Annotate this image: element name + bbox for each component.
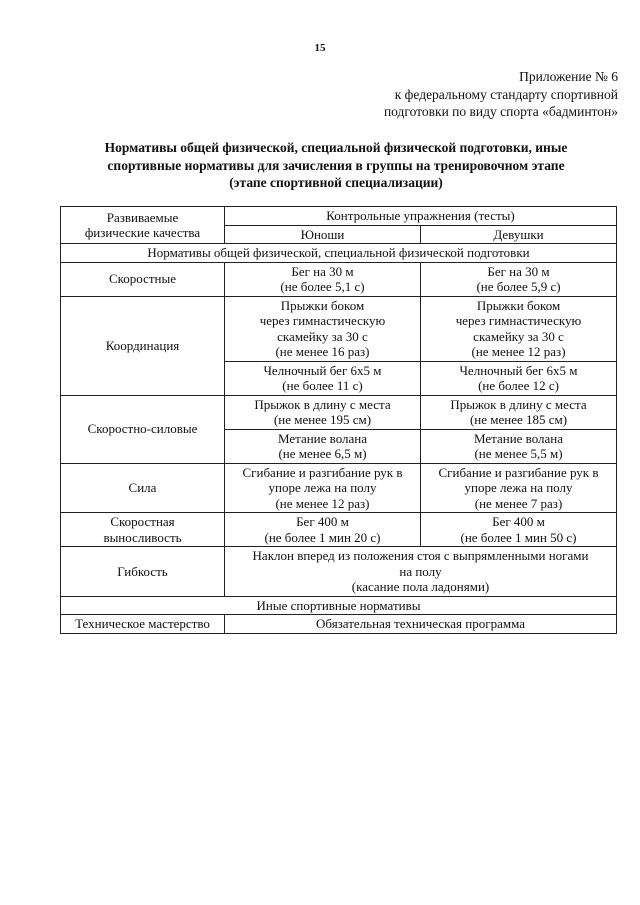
page-number: 15 xyxy=(314,42,326,54)
section-other: Иные спортивные нормативы xyxy=(61,596,617,615)
boys-norm-cell: Прыжок в длину с места (не менее 195 см) xyxy=(225,395,421,429)
appendix-line-2: к федеральному стандарту спортивной xyxy=(394,86,618,102)
title-line-2: спортивные нормативы для зачисления в группы на тренировочном этапе xyxy=(107,157,565,173)
table-row xyxy=(61,296,617,361)
table-row xyxy=(61,547,617,597)
combined-norm-cell: Обязательная техническая программа xyxy=(225,615,617,634)
header-girls: Девушки xyxy=(421,225,617,244)
section-row-general xyxy=(61,244,617,263)
boys-norm-cell: Прыжки боком через гимнастическую скамейку за 30 с (не менее 16 раз) xyxy=(225,296,421,361)
section-general: Нормативы общей физической, специальной физической подготовки xyxy=(61,244,617,263)
quality-cell: Скоростная выносливость xyxy=(61,513,225,547)
girls-norm-cell: Прыжок в длину с места (не менее 185 см) xyxy=(421,395,617,429)
quality-cell: Координация xyxy=(61,296,225,395)
girls-norm-cell: Челночный бег 6x5 м (не более 12 с) xyxy=(421,361,617,395)
table-row xyxy=(61,395,617,429)
table-row xyxy=(61,262,617,296)
title-line-1: Нормативы общей физической, специальной физической подготовки, иные xyxy=(104,140,568,155)
header-boys: Юноши xyxy=(225,225,421,244)
boys-norm-cell: Бег 400 м (не более 1 мин 20 с) xyxy=(225,513,421,547)
header-row xyxy=(61,207,617,226)
table-row xyxy=(61,513,617,547)
appendix-line-3: подготовки по виду спорта «бадминтон» xyxy=(383,104,618,119)
girls-norm-cell: Бег на 30 м (не более 5,9 с) xyxy=(421,262,617,296)
title-line-3: (этапе спортивной специализации) xyxy=(229,175,443,190)
quality-cell: Скоростные xyxy=(61,262,225,296)
boys-norm-cell: Челночный бег 6x5 м (не более 11 с) xyxy=(225,361,421,395)
document-title xyxy=(56,139,616,192)
boys-norm-cell: Метание волана (не менее 6,5 м) xyxy=(225,429,421,463)
section-row-other xyxy=(61,596,617,615)
boys-norm-cell: Бег на 30 м (не более 5,1 с) xyxy=(225,262,421,296)
boys-norm-cell: Сгибание и разгибание рук в упоре лежа на полу (не менее 12 раз) xyxy=(225,463,421,513)
table-row xyxy=(61,615,617,634)
quality-cell: Сила xyxy=(61,463,225,513)
header-tests: Контрольные упражнения (тесты) xyxy=(225,207,617,226)
girls-norm-cell: Сгибание и разгибание рук в упоре лежа на полу (не менее 7 раз) xyxy=(421,463,617,513)
norms-table xyxy=(60,206,617,634)
quality-cell: Гибкость xyxy=(61,547,225,597)
quality-cell: Техническое мастерство xyxy=(61,615,225,634)
quality-cell: Скоростно-силовые xyxy=(61,395,225,463)
girls-norm-cell: Бег 400 м (не более 1 мин 50 с) xyxy=(421,513,617,547)
girls-norm-cell: Метание волана (не менее 5,5 м) xyxy=(421,429,617,463)
combined-norm-cell: Наклон вперед из положения стоя с выпрямленными ногами на полу (касание пола ладонями) xyxy=(225,547,617,597)
appendix-header xyxy=(384,68,618,121)
table-row xyxy=(61,463,617,513)
header-qualities: Развиваемые физические качества xyxy=(61,207,225,244)
appendix-line-1: Приложение № 6 xyxy=(519,69,618,84)
girls-norm-cell: Прыжки боком через гимнастическую скамейку за 30 с (не менее 12 раз) xyxy=(421,296,617,361)
